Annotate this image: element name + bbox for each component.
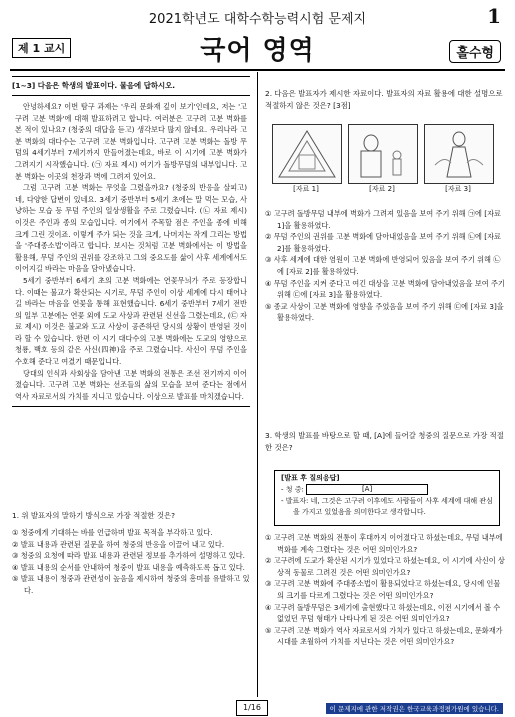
session-label: 제 1 교시 [12,38,71,58]
answer-choice[interactable]: ① 청중에게 기대하는 바를 언급하며 발표 목적을 부각하고 있다. [12,528,213,537]
question-2-stem [265,88,505,112]
question-2-choices [265,208,505,324]
question-stem: 2. 다음은 발표자가 제시한 자료이다. 발표자의 자료 활용에 대한 설명으로 적절하지 않은 것은? [3점] [265,89,503,110]
page-indicator: 1/16 [236,700,268,716]
answer-choice[interactable]: ② 발표 내용과 관련된 질문을 하여 청중의 반응을 이끌어 내고 있다. [12,539,225,549]
answer-choice[interactable]: ② 고구려에 도교가 확산된 시기가 있었다고 하셨는데요, 이 시기에 사신이 상상적 동물로 그려진 것은 어떤 의미인가요? [265,556,505,577]
column-divider [257,72,258,697]
answer-choice[interactable]: ③ 고구려 고분 벽화에 주대종소법이 활용되었다고 하셨는데요, 당시에 인물의 크기를 다르게 그렸다는 것은 어떤 의미인가요? [265,579,501,600]
subject-title: 국어 영역 [200,36,315,66]
passage-paragraph: 안녕하세요? 이번 탐구 과제는 '우리 문화재 깊이 보기'인데요, 저는 '고구려 고분 벽화'에 대해 발표하려고 합니다. 여러분은 고구려 고분 벽화를 본 적이 있나요? (청중의 대답을 듣고) 생각보다 많지 않네요. 우리나라 고분 벽화의 대다수는 고구려 고분 벽화입니다. 고구려 고분 벽화는 돌방 무덤의 4세기부터 7세기까지 만들어졌는데요, 바로 이 시기에 고분 벽화가 그려지기 시작했습니다. (㉠ 자료 제시) 여기가 돌방무덤의 내부입니다. 고분 벽화는 이곳의 천장과 벽에 그려져 있어요. [15,102,247,181]
passage-instruction: [1~3] 다음은 학생의 발표이다. 물음에 답하시오. [12,81,176,90]
figure-caption: [자료 1] [293,185,319,193]
footer-total: 16 [250,703,261,712]
memo-question-row [281,484,493,496]
memo-presenter-answer: - 발표자: 네, 그것은 고구려 이후에도 사람들이 사후 세계에 대해 관심을 가지고 있었음을 의미한다고 생각합니다. [281,496,493,516]
question-stem: 1. 위 발표자의 말하기 방식으로 가장 적절한 것은? [12,511,176,520]
tomb-interior-image [272,124,342,184]
answer-choice[interactable]: ⑤ 종교 사상이 고분 벽화에 영향을 주었음을 보여 주기 위해 ㉢에 [자료 3]을 활용하였다. [265,301,504,323]
question-stem: 3. 학생의 발표를 바탕으로 할 때, [A]에 들어갈 청중의 질문으로 가장 적절한 것은? [265,431,504,452]
figure-caption: [자료 2] [369,185,395,193]
master-servant-mural-image [348,124,418,184]
exam-title: 2021학년도 대학수학능력시험 문제지 [148,12,367,27]
question-1 [12,510,250,597]
immortal-mural-image [424,124,494,184]
answer-choice[interactable]: ③ 청중의 요청에 따라 발표 내용과 관련된 정보를 추가하여 설명하고 있다. [12,551,245,561]
memo-title: [발표 후 질의응답] [281,474,340,482]
header-rule [10,69,505,71]
passage-paragraph: 당대의 인식과 사회상을 담아낸 고분 벽화의 전통은 조선 전기까지 이어졌습니다. 고구려 고분 벽화는 선조들의 삶의 모습을 보여 준다는 점에서 역사 자료로서의 가치를 지니고 있습니다. 이상으로 발표를 마치겠습니다. [15,368,247,401]
page-number: 1 [487,4,501,28]
answer-choice[interactable]: ④ 무덤 주인을 지켜 준다고 여긴 대상을 고분 벽화에 담아내었음을 보여 주기 위해 ㉢에 [자료 3]을 활용하였다. [265,278,505,300]
passage-bottom-rule [12,406,250,407]
q2-figures [272,124,494,194]
answer-choice[interactable]: ④ 발표 내용의 순서를 안내하여 청중이 발표 내용을 예측하도록 돕고 있다. [12,562,245,572]
memo-audience-label: - 청 중: [281,485,304,494]
answer-choice[interactable]: ① 고구려 돌방무덤 내부에 벽화가 그려져 있음을 보여 주기 위해 ㉠에 [자료 1]을 활용하였다. [265,209,501,230]
passage-paragraph: 5세기 중반부터 6세기 초의 고분 벽화에는 연꽃무늬가 주로 등장합니다. 이때는 불교가 확산되는 시기로, 무덤 주인이 이상 세계에 다시 태어나길 바라는 마음을 연꽃을 통해 표현했습니다. 6세기 중반부터 7세기 전반의 일부 고분에는 연꽃 외에 도교 사상과 관련된 신선을 그렸는데요, (㉢ 자료 제시) 이것은 불교와 도교 사상이 공존하던 당시의 상황이 반영된 것이라 할 수 있습니다. 한편 이 시기 대다수의 고분 벽화에는 도교의 영향으로 청룡, 백호 등의 같은 사신(四神)을 주로 그렸습니다. 사신이 무덤 주인을 수호해 준다고 여겼기 때문입니다. [15,275,247,367]
question-3-choices [265,532,505,648]
answer-choice[interactable]: ⑤ 발표 내용이 청중과 관련성이 높음을 제시하여 청중의 흥미를 유발하고 있다. [12,574,250,595]
copyright-notice: 이 문제지에 관한 저작권은 한국교육과정평가원에 있습니다. [326,703,503,714]
answer-choice[interactable]: ③ 사후 세계에 대한 염원이 고분 벽화에 반영되어 있음을 보여 주기 위해 ㉡에 [자료 2]를 활용하였다. [265,255,501,276]
answer-choice[interactable]: ② 무덤 주인의 권위를 고분 벽화에 담아내었음을 보여 주기 위해 ㉡에 [자료 2]를 활용하였다. [265,232,501,253]
answer-blank-box: [A] [306,484,428,495]
instruction-bottom-rule [12,95,250,96]
question-3-stem [265,430,505,454]
answer-choice[interactable]: ① 고구려 고분 벽화의 전통이 후대까지 이어졌다고 하셨는데요, 무덤 내부에 벽화를 계속 그렸다는 것은 어떤 의미인가요? [265,533,503,554]
left-column [12,76,250,407]
figure-caption: [자료 3] [445,185,471,193]
footer-page: 1 [243,703,249,712]
form-type-badge: 홀수형 [449,40,501,63]
passage-paragraph: 그럼 고구려 고분 벽화는 무엇을 그렸을까요? (청중의 반응을 살피고) 네, 다양한 답변이 있네요. 3세기 중반부터 5세기 초에는 말 먹는 모습, 사냥하는 모습 등 무덤 주인의 일상생활을 주로 그렸습니다. (㉡ 자료 제시) 이것은 주인과 종의 모습입니다. 여기에서 주목할 점은 주인을 종에 비해 크게 그린 것이죠. 이렇게 주가 되는 것을 크게, 나머지는 작게 그리는 방법을 '주대종소법'이라고 합니다. 보시는 것처럼 고분 벽화에서는 이 방법을 활용해, 무덤 주인의 권위를 강조하고 그의 중요도를 삶이 사후 세계에서도 이어지길 바라는 마음을 담아냈습니다. [15,183,247,274]
qa-memo-box [274,470,500,526]
instruction-top-rule [12,76,250,77]
speech-passage [12,101,250,402]
answer-choice[interactable]: ⑤ 고구려 고분 벽화가 역사 자료로서의 가치가 있다고 하셨는데요, 문화재가 시대를 초월하여 가치를 지닌다는 것은 어떤 의미인가요? [265,625,503,647]
answer-choice[interactable]: ④ 고구려 돌방무덤은 3세기에 출현했다고 하셨는데요, 이전 시기에서 볼 수 없었던 무덤 형태가 나타나게 된 것은 어떤 의미인가요? [265,602,501,624]
